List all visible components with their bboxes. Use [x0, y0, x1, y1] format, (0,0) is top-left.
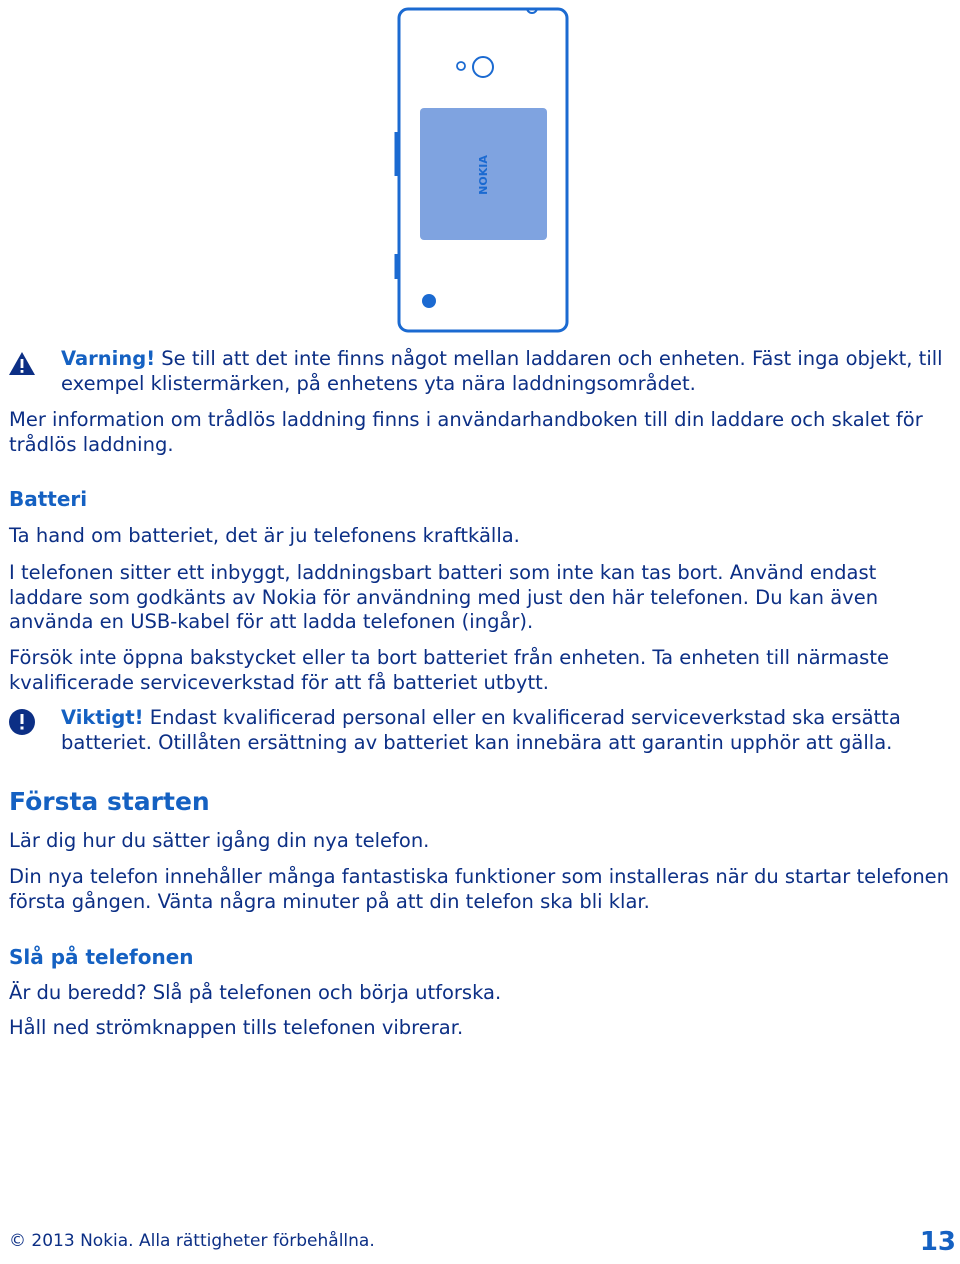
page-number: 13 — [919, 1227, 956, 1257]
phone-brand-logo: NOKIA — [477, 155, 490, 195]
phone-back-illustration — [391, 4, 573, 334]
important-icon — [8, 708, 36, 736]
power-on-paragraph: Håll ned strömknappen tills telefonen vibrerar. — [9, 1016, 464, 1039]
warning-label: Varning! — [61, 347, 156, 370]
warning-text: Se till att det inte finns något mellan laddaren och enheten. Fäst inga objekt, till exempel klistermärken, på enhetens yta nära laddningsområdet. — [61, 347, 943, 395]
warning-note — [61, 347, 956, 396]
power-on-heading: Slå på telefonen — [9, 945, 194, 969]
first-start-paragraph: Din nya telefon innehåller många fantastiska funktioner som installeras när du startar telefonen första gången. Vänta några minuter på att din telefon ska bli klar. — [9, 865, 950, 913]
info-paragraph: Mer information om trådlös laddning finns i användarhandboken till din laddare och skalet för trådlös laddning. — [9, 408, 923, 456]
warning-icon — [8, 350, 36, 378]
flash-icon — [457, 62, 465, 70]
power-on-paragraph: Är du beredd? Slå på telefonen och börja utforska. — [9, 981, 502, 1004]
battery-heading: Batteri — [9, 487, 88, 511]
battery-paragraph: Försök inte öppna bakstycket eller ta bort batteriet från enheten. Ta enheten till närmaste kvalificerade serviceverkstad för att få batteriet utbytt. — [9, 646, 889, 694]
speaker-grille-icon — [422, 294, 436, 308]
first-start-paragraph: Lär dig hur du sätter igång din nya telefon. — [9, 829, 430, 852]
battery-paragraph: Ta hand om batteriet, det är ju telefonens kraftkälla. — [9, 524, 520, 547]
important-label: Viktigt! — [61, 706, 144, 729]
camera-lens-icon — [473, 57, 493, 77]
important-text: Endast kvalificerad personal eller en kvalificerad serviceverkstad ska ersätta batteriet. Otillåten ersättning av batteriet kan innebära att garantin upphör att gälla. — [61, 706, 901, 754]
important-note — [61, 706, 956, 755]
copyright-notice: © 2013 Nokia. Alla rättigheter förbehållna. — [9, 1231, 375, 1251]
first-start-heading: Första starten — [9, 787, 210, 816]
battery-paragraph: I telefonen sitter ett inbyggt, laddningsbart batteri som inte kan tas bort. Använd endast laddare som godkänts av Nokia för användning med just den här telefonen. Du kan även använda en USB-kabel för att ladda telefonen (ingår). — [9, 561, 879, 633]
